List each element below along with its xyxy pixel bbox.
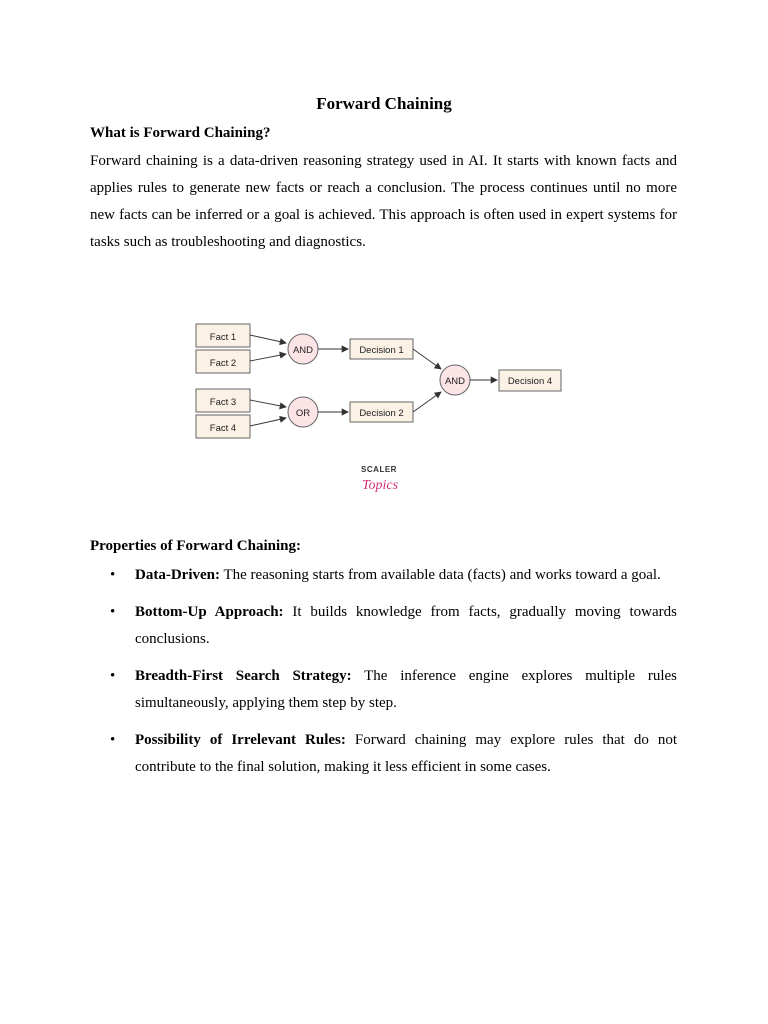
- property-term: Data-Driven:: [135, 567, 220, 583]
- logo-scaler-text: SCALER: [361, 465, 397, 474]
- fact-box-4: [196, 415, 250, 438]
- decision-1-label: Decision 1: [359, 345, 404, 356]
- arrow-fact4-or: [250, 418, 286, 426]
- bullet-icon: •: [110, 604, 116, 620]
- bullet-icon: •: [110, 668, 116, 684]
- property-term: Bottom-Up Approach:: [135, 604, 284, 620]
- and-gate-2: [440, 365, 470, 395]
- fact-box-2: [196, 350, 250, 373]
- decision-2-box: [350, 402, 413, 422]
- scaler-topics-logo: [361, 465, 399, 493]
- and-gate-1: [288, 334, 318, 364]
- properties-list: [90, 562, 677, 791]
- decision-1-box: [350, 339, 413, 359]
- fact-3-label: Fact 3: [209, 397, 237, 408]
- list-item: [90, 599, 677, 653]
- arrow-fact2-and: [250, 354, 286, 361]
- property-text: Forward chaining may explore rules that do not contribute to the final solution, making it less efficient in some cases.: [135, 732, 678, 775]
- fact-box-1: [196, 324, 250, 347]
- list-item: [90, 562, 677, 589]
- property-text: The inference engine explores multiple rules simultaneously, applying them step by step.: [135, 668, 677, 711]
- and-gate-2-label: AND: [444, 376, 466, 387]
- bullet-icon: •: [110, 732, 116, 748]
- list-item: [90, 727, 677, 781]
- forward-chaining-diagram: [160, 300, 610, 510]
- decision-4-label: Decision 4: [507, 376, 553, 387]
- list-item: [90, 663, 677, 717]
- bullet-icon: •: [110, 567, 116, 583]
- and-gate-1-label: AND: [292, 345, 314, 356]
- arrow-fact1-and: [250, 335, 286, 343]
- decision-2-label: Decision 2: [359, 408, 404, 419]
- property-term: Breadth-First Search Strategy:: [135, 668, 352, 684]
- section-heading-what-is: What is Forward Chaining?: [90, 125, 271, 141]
- property-text: The reasoning starts from available data (facts) and works toward a goal.: [223, 567, 661, 583]
- fact-2-label: Fact 2: [209, 358, 237, 369]
- property-text: It builds knowledge from facts, gradually moving towards conclusions.: [135, 604, 677, 647]
- section-heading-properties: Properties of Forward Chaining:: [90, 538, 301, 554]
- arrow-decision1-and2: [413, 349, 441, 369]
- property-term: Possibility of Irrelevant Rules:: [135, 732, 346, 748]
- fact-4-label: Fact 4: [209, 423, 237, 434]
- arrow-decision2-and2: [413, 392, 441, 412]
- fact-box-3: [196, 389, 250, 412]
- fact-1-label: Fact 1: [209, 332, 237, 343]
- document-title: Forward Chaining: [316, 94, 452, 113]
- logo-topics-text: Topics: [361, 478, 399, 493]
- intro-paragraph: Forward chaining is a data-driven reasoning strategy used in AI. It starts with known facts and applies rules to generate new facts or reach a conclusion. The process continues until no more new facts can be inferred or a goal is achieved. This approach is often used in expert systems for tasks such as troubleshooting and diagnostics.: [90, 153, 677, 250]
- or-gate-label: OR: [295, 408, 311, 419]
- arrow-fact3-or: [250, 400, 286, 407]
- decision-4-box: [499, 370, 561, 391]
- or-gate: [288, 397, 318, 427]
